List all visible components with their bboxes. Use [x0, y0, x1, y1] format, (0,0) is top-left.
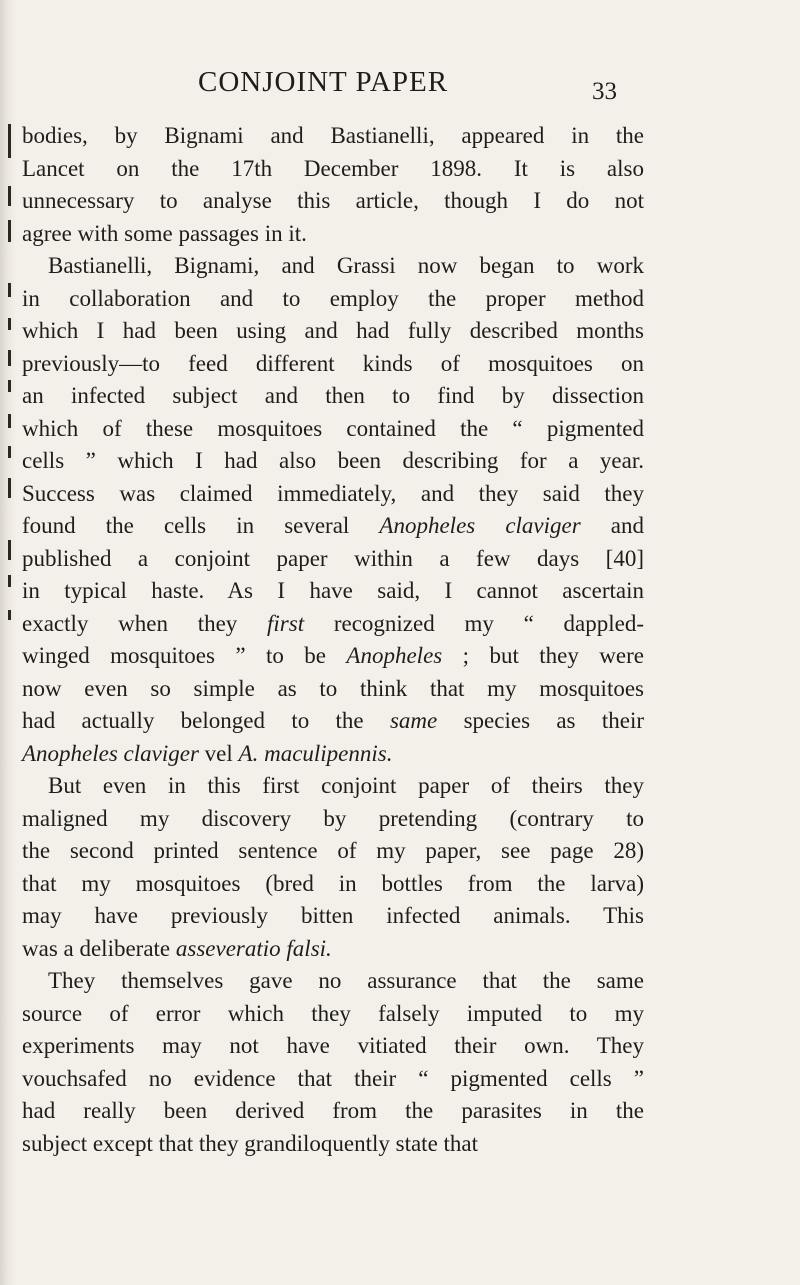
text-line — [22, 283, 644, 316]
edge-mark — [8, 414, 11, 428]
edge-mark — [8, 220, 11, 242]
text-segment: now even so simple as to think that my mosquitoes — [22, 675, 644, 701]
text-segment: source of error which they falsely imputed to my — [22, 1000, 644, 1026]
text-line — [22, 543, 644, 576]
text-line — [22, 835, 644, 868]
text-segment: found the cells in several — [22, 513, 380, 538]
italic-text: A. maculipennis. — [238, 740, 393, 766]
text-segment: an infected subject and then to find by dissection — [22, 383, 644, 408]
text-line — [22, 380, 644, 413]
text-line — [22, 608, 644, 641]
text-segment: ; but they were — [442, 643, 644, 668]
edge-mark — [8, 446, 11, 458]
text-segment: recognized my “ dappled- — [304, 610, 644, 636]
text-segment: subject except that they grandiloquently state that — [22, 1130, 479, 1156]
text-line — [22, 738, 644, 771]
text-segment: which I had been using and had fully described months — [22, 318, 644, 343]
text-segment: bodies, by Bignami and Bastianelli, appeared in the — [22, 123, 644, 148]
text-line — [22, 1095, 644, 1128]
edge-mark — [8, 380, 11, 392]
italic-text: Anopheles claviger — [379, 513, 581, 538]
text-line — [22, 900, 644, 933]
body-text — [22, 120, 644, 1160]
text-segment: They themselves gave no assurance that the same — [48, 968, 644, 993]
text-line — [22, 575, 644, 608]
text-line — [22, 445, 644, 478]
text-segment: was a deliberate — [22, 935, 176, 961]
edge-mark — [8, 575, 11, 587]
edge-mark — [8, 318, 11, 330]
text-segment: had actually belonged to the — [22, 708, 390, 733]
text-line — [22, 315, 644, 348]
edge-mark — [8, 478, 11, 498]
page-number: 33 — [592, 78, 617, 105]
text-line — [22, 120, 644, 153]
text-line — [22, 705, 644, 738]
italic-text: Anopheles claviger — [22, 740, 199, 766]
text-segment: cells ” which I had also been describing for a year. — [22, 448, 644, 473]
text-line — [22, 1128, 644, 1161]
text-line — [22, 153, 644, 186]
edge-mark — [8, 540, 11, 560]
text-line — [22, 640, 644, 673]
edge-mark — [8, 124, 11, 158]
text-line — [22, 478, 644, 511]
running-title: CONJOINT PAPER — [198, 66, 449, 98]
italic-text: asseveratio falsi. — [175, 935, 332, 961]
text-segment: Bastianelli, Bignami, and Grassi now began to work — [48, 253, 644, 278]
text-line — [22, 250, 644, 283]
italic-text: same — [389, 708, 438, 733]
text-segment: published a conjoint paper within a few days [40] — [22, 545, 644, 571]
italic-text: Anopheles — [346, 643, 443, 668]
text-segment: vel — [198, 740, 239, 766]
italic-text: first — [267, 610, 305, 636]
text-line — [22, 770, 644, 803]
text-segment: species as their — [437, 708, 644, 733]
text-segment: Success was claimed immediately, and they said they — [22, 480, 644, 506]
text-segment: in collaboration and to employ the proper method — [22, 285, 644, 311]
text-segment: exactly when they — [22, 610, 268, 636]
edge-mark — [8, 610, 11, 620]
text-segment: that my mosquitoes (bred in bottles from the larva) — [22, 870, 644, 896]
text-line — [22, 998, 644, 1031]
text-segment: which of these mosquitoes contained the “ pigmented — [22, 415, 644, 441]
text-segment: the second printed sentence of my paper, see page 28) — [22, 838, 644, 863]
text-segment: Lancet on the 17th December 1898. It is also — [22, 155, 644, 181]
edge-mark — [8, 350, 11, 366]
text-segment: vouchsafed no evidence that their “ pigmented cells ” — [22, 1065, 644, 1091]
text-line — [22, 933, 644, 966]
text-segment: winged mosquitoes ” to be — [22, 643, 347, 668]
text-segment: experiments may not have vitiated their own. They — [22, 1033, 644, 1058]
edge-mark — [8, 186, 11, 206]
text-segment: had really been derived from the parasites in the — [22, 1098, 644, 1123]
text-line — [22, 1030, 644, 1063]
text-segment: previously—to feed different kinds of mosquitoes on — [22, 350, 644, 376]
text-line — [22, 803, 644, 836]
edge-mark — [8, 283, 11, 297]
text-line — [22, 510, 644, 543]
text-segment: But even in this first conjoint paper of theirs they — [48, 773, 644, 798]
text-segment: may have previously bitten infected animals. This — [22, 903, 644, 928]
text-line — [22, 413, 644, 446]
text-segment: maligned my discovery by pretending (contrary to — [22, 805, 644, 831]
text-line — [22, 348, 644, 381]
text-line — [22, 185, 644, 218]
text-line — [22, 965, 644, 998]
text-segment: and — [580, 513, 644, 538]
page-gutter-edge — [0, 0, 16, 1285]
text-line — [22, 868, 644, 901]
text-line — [22, 673, 644, 706]
text-line — [22, 218, 644, 251]
text-segment: unnecessary to analyse this article, though I do not — [22, 188, 644, 213]
text-segment: in typical haste. As I have said, I cannot ascertain — [22, 578, 644, 603]
text-segment: agree with some passages in it. — [22, 220, 307, 246]
text-line — [22, 1063, 644, 1096]
